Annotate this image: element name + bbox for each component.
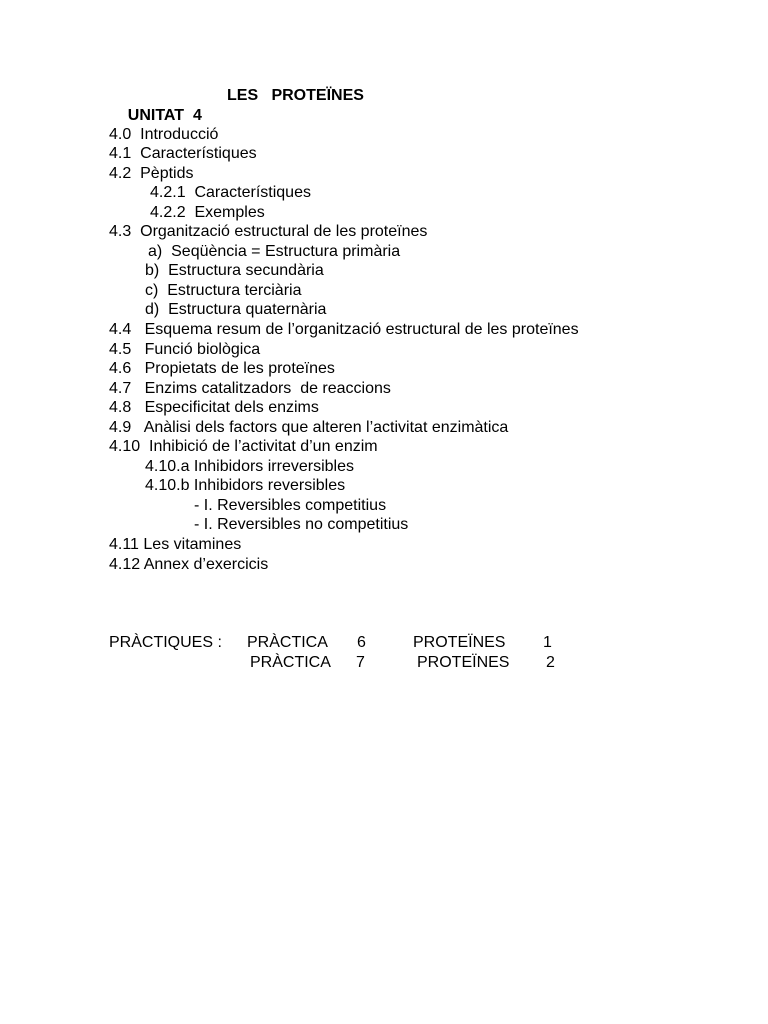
toc-subitem: 4.2.2 Exemples xyxy=(150,204,265,221)
toc-subsubitem: - I. Reversibles no competitius xyxy=(194,516,409,533)
toc-subitem: b) Estructura secundària xyxy=(145,262,324,279)
practica-part: 2 xyxy=(546,654,555,671)
toc-item: 4.8 Especificitat dels enzims xyxy=(109,399,319,416)
practica-number: 7 xyxy=(356,654,365,671)
toc-item: 4.9 Anàlisi dels factors que alteren l’activitat enzimàtica xyxy=(109,419,509,436)
practica-name: PRÀCTICA xyxy=(247,634,328,651)
practica-name: PRÀCTICA xyxy=(250,654,331,671)
toc-item: 4.7 Enzims catalitzadors de reaccions xyxy=(109,380,391,397)
unit-topic: LES PROTEÏNES xyxy=(227,87,364,104)
toc-subitem: c) Estructura terciària xyxy=(145,282,302,299)
toc-subitem: a) Seqüència = Estructura primària xyxy=(148,243,401,260)
toc-item: 4.12 Annex d’exercicis xyxy=(109,556,269,573)
toc-item: 4.6 Propietats de les proteïnes xyxy=(109,360,335,377)
toc-item: 4.11 Les vitamines xyxy=(109,536,242,553)
practica-topic: PROTEÏNES xyxy=(417,654,510,671)
practica-number: 6 xyxy=(357,634,366,651)
toc-subitem: 4.2.1 Característiques xyxy=(150,184,311,201)
toc-item: 4.5 Funció biològica xyxy=(109,341,261,358)
toc-item: 4.4 Esquema resum de l’organització estructural de les proteïnes xyxy=(109,321,579,338)
toc-item: 4.2 Pèptids xyxy=(109,165,194,182)
toc-subitem: d) Estructura quaternària xyxy=(145,301,327,318)
toc-item: 4.3 Organització estructural de les proteïnes xyxy=(109,223,428,240)
toc-subsubitem: - I. Reversibles competitius xyxy=(194,497,387,514)
toc-item: 4.1 Característiques xyxy=(109,145,257,162)
toc-subitem: 4.10.b Inhibidors reversibles xyxy=(145,477,346,494)
toc-subitem: 4.10.a Inhibidors irreversibles xyxy=(145,458,354,475)
unit-number: UNITAT 4 xyxy=(127,107,202,124)
toc-item: 4.10 Inhibició de l’activitat d’un enzim xyxy=(109,438,378,455)
practiques-label: PRÀCTIQUES : xyxy=(109,634,222,651)
practica-topic: PROTEÏNES xyxy=(413,634,506,651)
toc-item: 4.0 Introducció xyxy=(109,126,219,143)
practica-part: 1 xyxy=(543,634,552,651)
